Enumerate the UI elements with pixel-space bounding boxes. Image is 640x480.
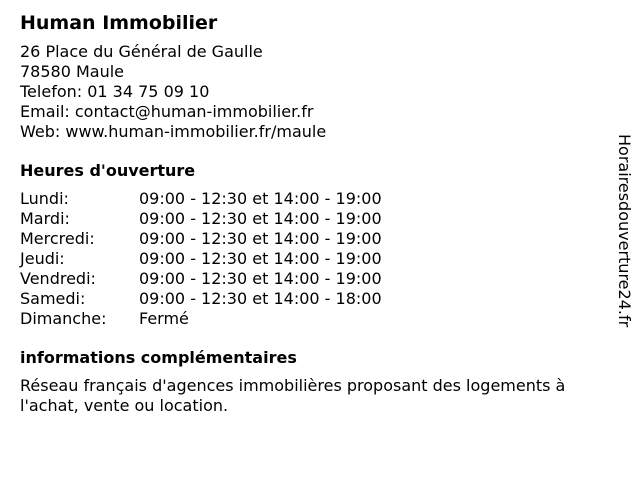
hours-time: 09:00 - 12:30 et 14:00 - 19:00	[139, 189, 382, 208]
business-card	[20, 10, 610, 416]
hours-row	[20, 229, 610, 249]
hours-time: 09:00 - 12:30 et 14:00 - 19:00	[139, 249, 382, 268]
hours-day: Vendredi:	[20, 269, 96, 288]
hours-day: Dimanche:	[20, 309, 107, 328]
hours-row	[20, 289, 610, 309]
hours-row	[20, 209, 610, 229]
email-text: Email: contact@human-immobilier.fr	[20, 102, 314, 121]
hours-day: Lundi:	[20, 189, 69, 208]
phone-text: Telefon: 01 34 75 09 10	[20, 82, 210, 101]
hours-row	[20, 309, 610, 329]
hours-row	[20, 189, 610, 209]
hours-day: Samedi:	[20, 289, 86, 308]
opening-hours-table	[20, 189, 610, 329]
additional-info-text: Réseau français d'agences immobilières proposant des logements à l'achat, vente ou location.	[20, 376, 566, 415]
hours-day: Jeudi:	[20, 249, 65, 268]
contact-block	[20, 42, 610, 142]
hours-row	[20, 249, 610, 269]
hours-time: 09:00 - 12:30 et 14:00 - 19:00	[139, 269, 382, 288]
hours-day: Mardi:	[20, 209, 70, 228]
hours-time: 09:00 - 12:30 et 14:00 - 19:00	[139, 209, 382, 228]
web-text: Web: www.human-immobilier.fr/maule	[20, 122, 327, 141]
address-line-2: 78580 Maule	[20, 62, 125, 81]
hours-row	[20, 269, 610, 289]
hours-day: Mercredi:	[20, 229, 95, 248]
opening-hours-heading: Heures d'ouverture	[20, 161, 196, 180]
hours-time: 09:00 - 12:30 et 14:00 - 18:00	[139, 289, 382, 308]
business-name: Human Immobilier	[20, 12, 218, 34]
address-line-1: 26 Place du Général de Gaulle	[20, 42, 263, 61]
additional-info-heading: informations complémentaires	[20, 348, 297, 367]
watermark-text: Horairesdouverture24.fr	[615, 134, 634, 328]
hours-time: Fermé	[139, 309, 189, 328]
hours-time: 09:00 - 12:30 et 14:00 - 19:00	[139, 229, 382, 248]
